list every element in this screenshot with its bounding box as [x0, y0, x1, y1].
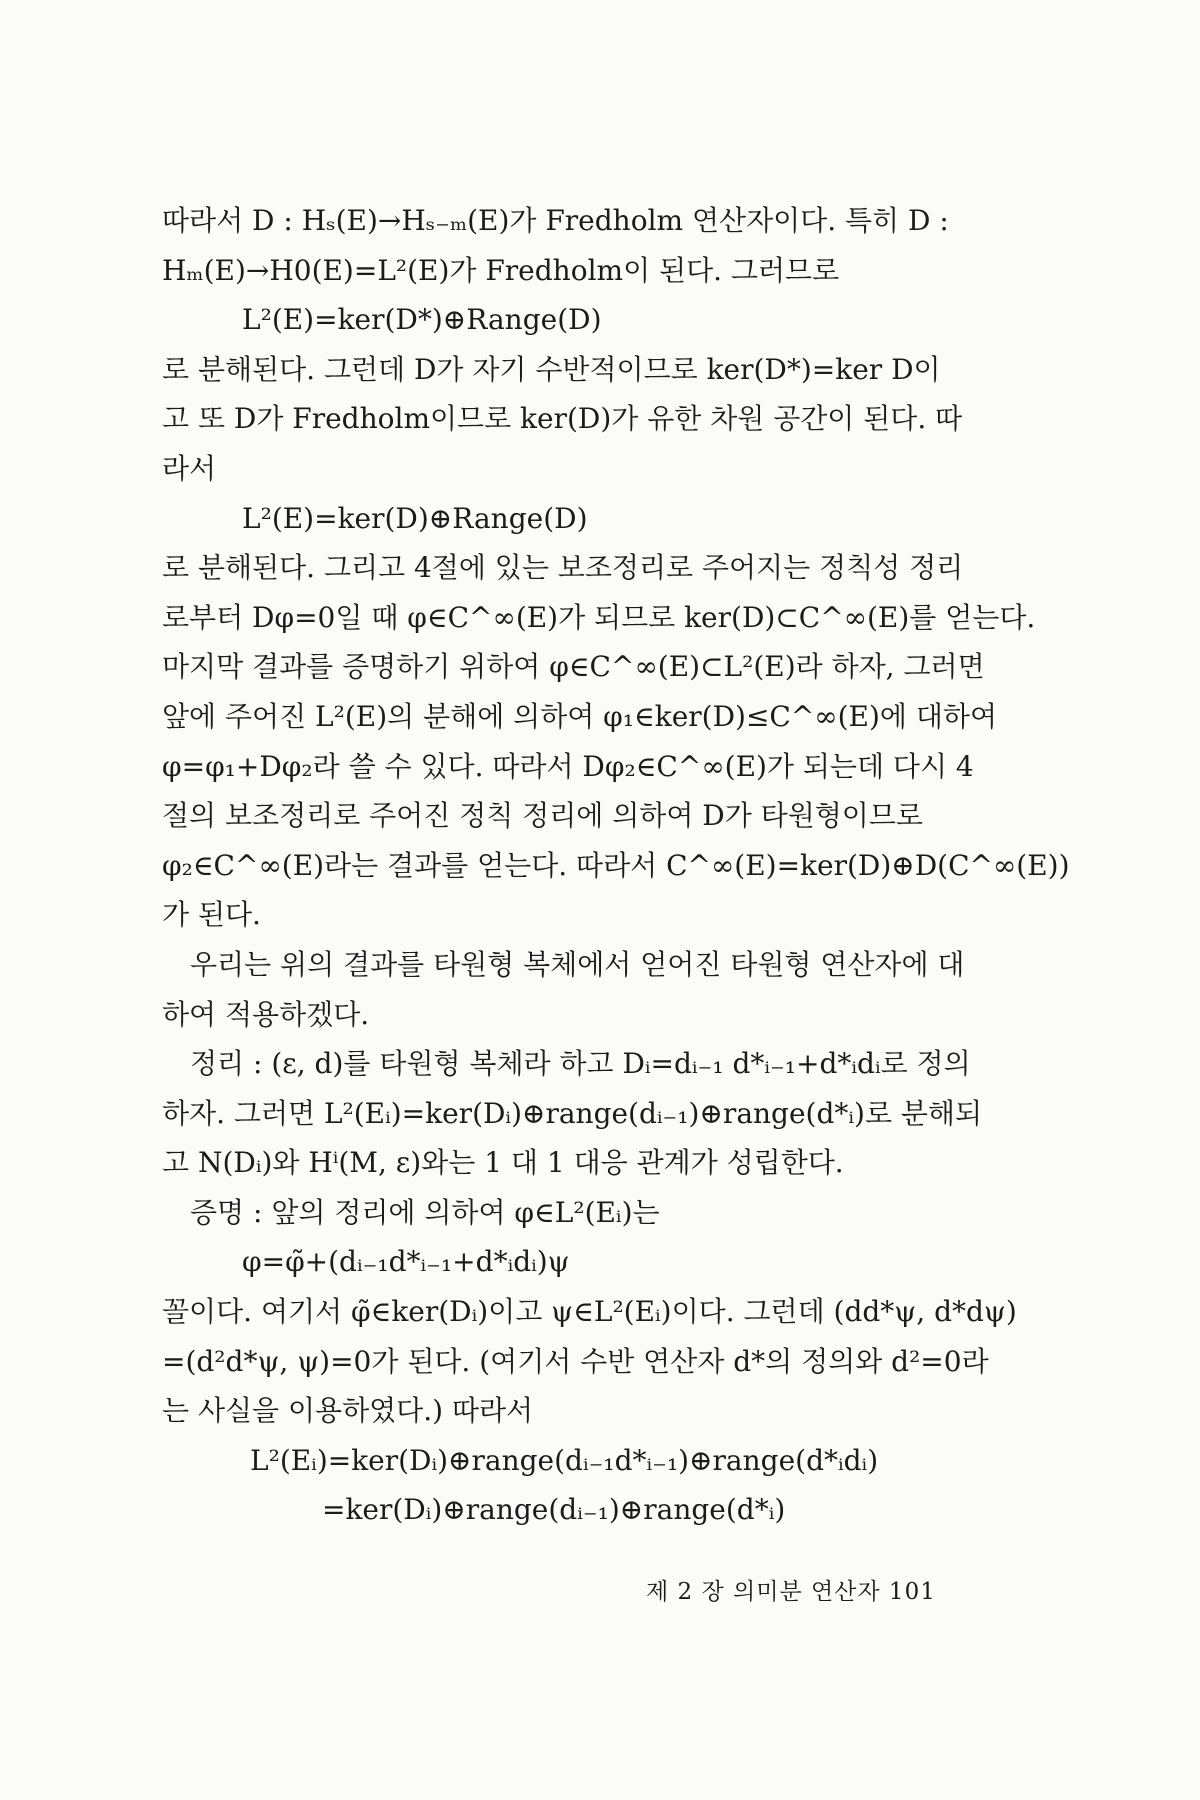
display-equation: φ=φ̃+(dᵢ₋₁d*ᵢ₋₁+d*ᵢdᵢ)ψ	[242, 1245, 570, 1279]
theorem-statement: 정리 : (ε, d)를 타원형 복체라 하고 Dᵢ=dᵢ₋₁ d*ᵢ₋₁+d*ᵢdᵢ로 정의	[190, 1047, 971, 1081]
display-equation: L²(Eᵢ)=ker(Dᵢ)⊕range(dᵢ₋₁d*ᵢ₋₁)⊕range(d*ᵢdᵢ)	[250, 1443, 879, 1477]
text-line: 로 분해된다. 그리고 4절에 있는 보조정리로 주어지는 정칙성 정리	[162, 551, 964, 585]
text-line: φ=φ₁+Dφ₂라 쓸 수 있다. 따라서 Dφ₂∈C^∞(E)가 되는데 다시 4	[162, 749, 974, 783]
text-line: =(d²d*ψ, ψ)=0가 된다. (여기서 수반 연산자 d*의 정의와 d²=0라	[162, 1344, 989, 1378]
text-line: 절의 보조정리로 주어진 정칙 정리에 의하여 D가 타원형이므로	[162, 799, 923, 833]
display-equation: L²(E)=ker(D)⊕Range(D)	[242, 501, 588, 535]
display-equation: =ker(Dᵢ)⊕range(dᵢ₋₁)⊕range(d*ᵢ)	[322, 1493, 786, 1527]
display-equation: L²(E)=ker(D*)⊕Range(D)	[242, 303, 602, 337]
text-line: 따라서 D : Hₛ(E)→Hₛ₋ₘ(E)가 Fredholm 연산자이다. 특히 D :	[162, 204, 949, 237]
text-line: 고 또 D가 Fredholm이므로 ker(D)가 유한 차원 공간이 된다. 따	[162, 402, 963, 436]
text-line: 꼴이다. 여기서 φ̃∈ker(Dᵢ)이고 ψ∈L²(Eᵢ)이다. 그런데 (dd*ψ, d*dψ)	[162, 1295, 1017, 1329]
text-line: 고 N(Dᵢ)와 Hⁱ(M, ε)와는 1 대 1 대응 관계가 성립한다.	[162, 1146, 844, 1180]
text-line: 로 분해된다. 그런데 D가 자기 수반적이므로 ker(D*)=ker D이	[162, 352, 941, 386]
running-footer: 제 2 장 의미분 연산자 101	[646, 1579, 936, 1605]
text-line: 로부터 Dφ=0일 때 φ∈C^∞(E)가 되므로 ker(D)⊂C^∞(E)를 얻는다.	[162, 600, 1036, 634]
text-line: 하자. 그러면 L²(Eᵢ)=ker(Dᵢ)⊕range(dᵢ₋₁)⊕range(d*ᵢ)로 분해되	[162, 1096, 983, 1130]
text-line: Hₘ(E)→H0(E)=L²(E)가 Fredholm이 된다. 그러므로	[162, 253, 840, 287]
text-line: 앞에 주어진 L²(E)의 분해에 의하여 φ₁∈ker(D)≤C^∞(E)에 대하여	[162, 699, 998, 733]
text-line: 는 사실을 이용하였다.) 따라서	[162, 1394, 534, 1428]
text-line: 하여 적용하겠다.	[162, 997, 370, 1031]
text-line: φ₂∈C^∞(E)라는 결과를 얻는다. 따라서 C^∞(E)=ker(D)⊕D(C^∞(E))	[162, 848, 1070, 882]
paragraph-start: 우리는 위의 결과를 타원형 복체에서 얻어진 타원형 연산자에 대	[190, 947, 965, 981]
body-text	[162, 196, 1070, 1535]
text-line: 가 된다.	[162, 898, 261, 932]
proof-start: 증명 : 앞의 정리에 의하여 φ∈L²(Eᵢ)는	[190, 1195, 660, 1229]
text-line: 마지막 결과를 증명하기 위하여 φ∈C^∞(E)⊂L²(E)라 하자, 그러면	[162, 650, 985, 684]
text-line: 라서	[162, 451, 217, 485]
